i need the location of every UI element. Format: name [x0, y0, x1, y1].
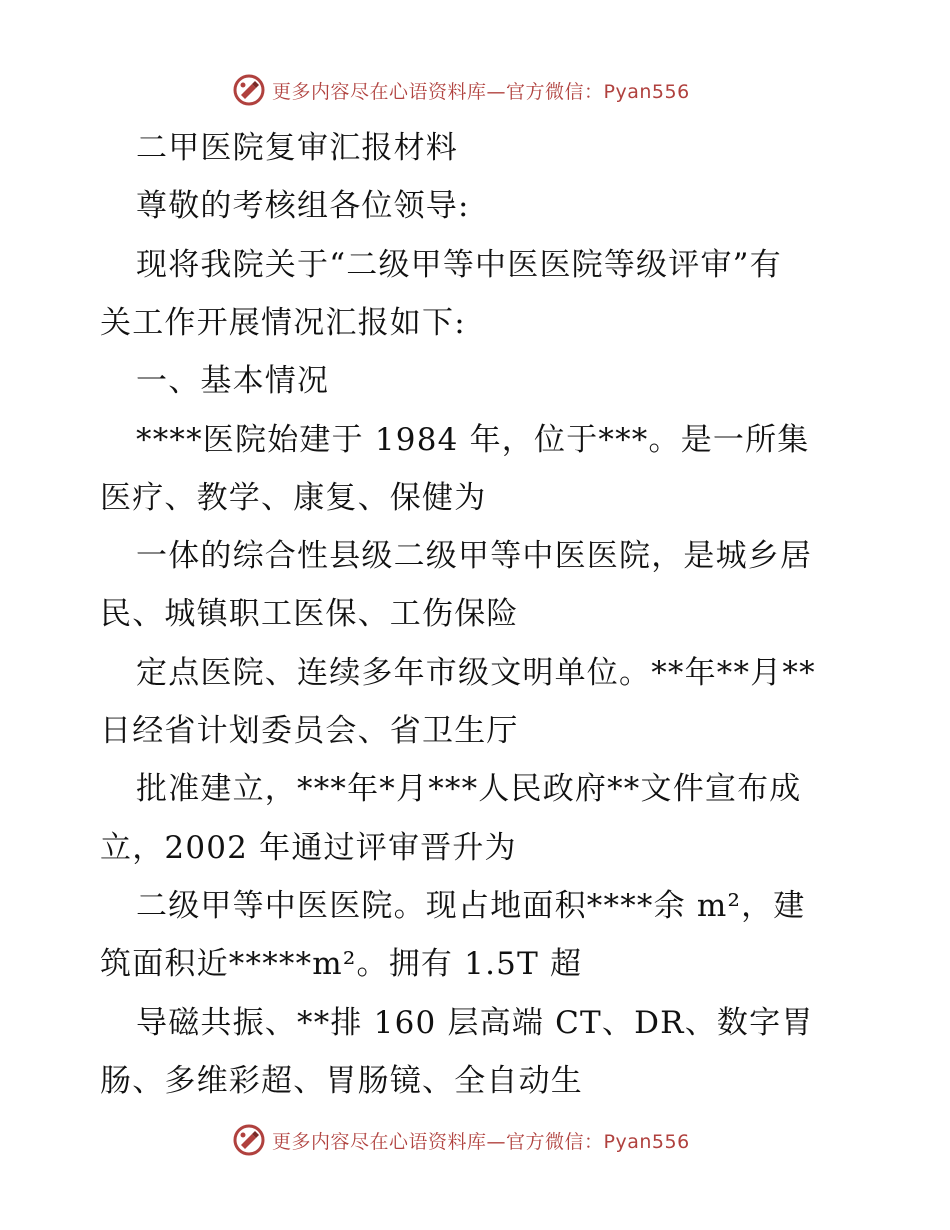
paragraph-line: ****医院始建于 1984 年，位于***。是一所集 [136, 422, 810, 458]
paragraph-line: 民、城镇职工医保、工伤保险 [100, 596, 519, 632]
paragraph-line: 批准建立，***年*月***人民政府**文件宣布成 [136, 771, 802, 807]
wechat-handle: Pyan556 [603, 80, 690, 103]
paragraph-line: 导磁共振、**排 160 层高端 CT、DR、数字胃 [136, 1005, 814, 1041]
document-title: 二甲医院复审汇报材料 [136, 130, 458, 166]
section-heading: 一、基本情况 [136, 363, 330, 399]
paragraph-line: 立，2002 年通过评审晋升为 [100, 830, 517, 866]
paragraph-line: 医疗、教学、康复、保健为 [100, 480, 487, 516]
watermark-text: 更多内容尽在心语资料库—官方微信：Pyan556 [272, 80, 690, 103]
footer-watermark [232, 1120, 690, 1160]
logo-icon [232, 1123, 266, 1157]
paragraph-line: 二级甲等中医医院。现占地面积****余 m²，建 [136, 888, 806, 924]
watermark-text: 更多内容尽在心语资料库—官方微信：Pyan556 [272, 1130, 690, 1153]
paragraph-line: 肠、多维彩超、胃肠镜、全自动生 [100, 1063, 583, 1099]
paragraph-line: 筑面积近*****m²。拥有 1.5T 超 [100, 946, 583, 982]
paragraph-line: 一体的综合性县级二级甲等中医医院，是城乡居 [136, 538, 813, 574]
paragraph-line: 现将我院关于“二级甲等中医医院等级评审”有 [136, 247, 782, 283]
paragraph-line: 定点医院、连续多年市级文明单位。**年**月** [136, 655, 816, 691]
paragraph-line: 日经省计划委员会、省卫生厅 [100, 713, 519, 749]
salutation: 尊敬的考核组各位领导: [136, 188, 470, 224]
wechat-handle: Pyan556 [603, 1130, 690, 1153]
paragraph-line: 关工作开展情况汇报如下: [100, 305, 466, 341]
